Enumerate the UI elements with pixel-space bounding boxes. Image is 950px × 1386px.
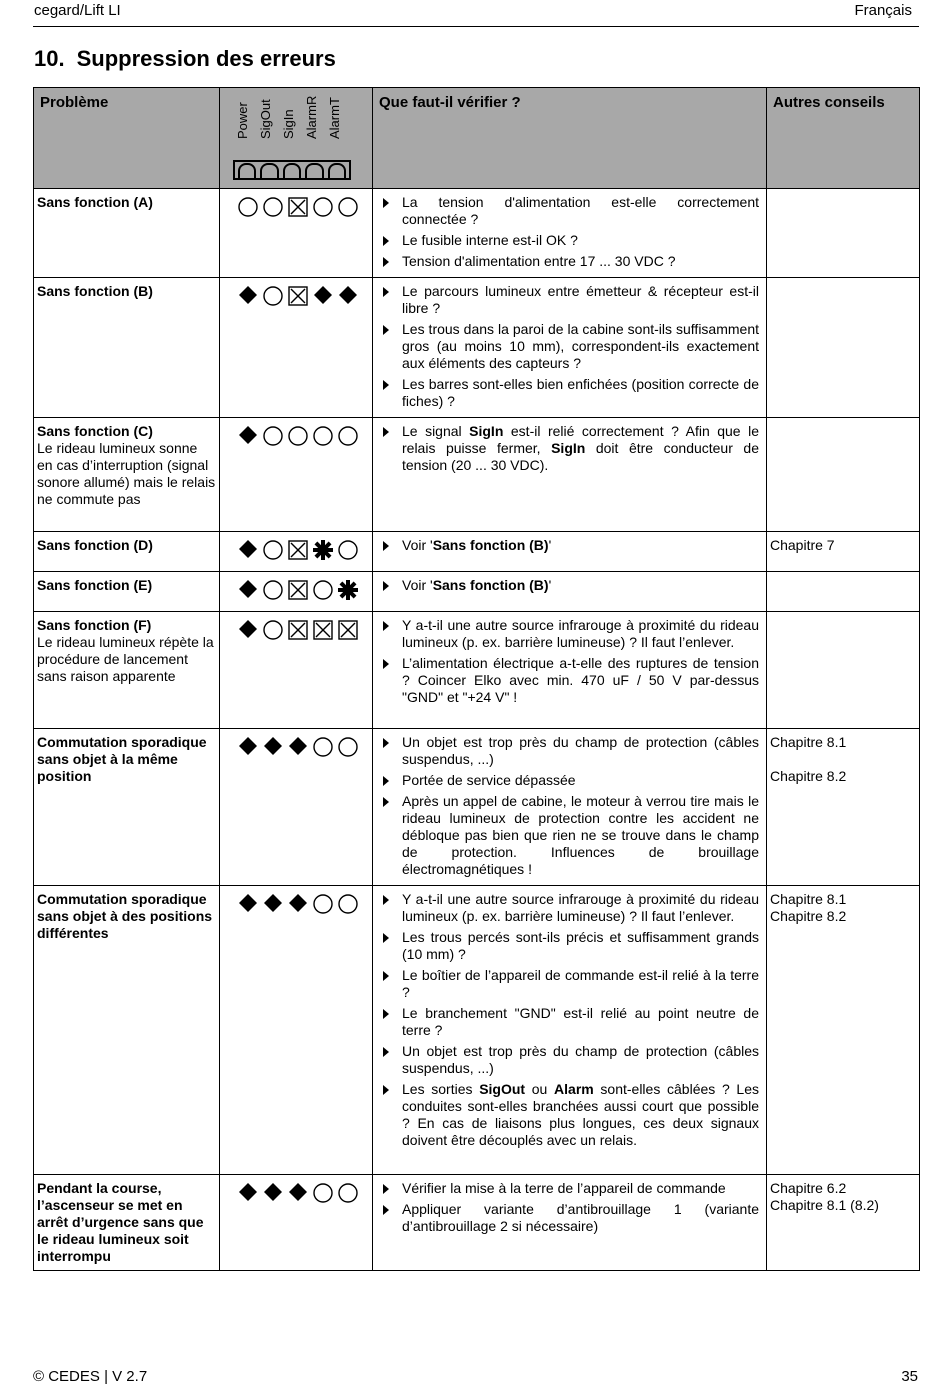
check-list [376, 577, 763, 594]
led-panel-icon [233, 160, 351, 180]
led-off-icon [237, 196, 259, 218]
problem-title: Sans fonction (F) [37, 617, 152, 633]
footer-copyright: © CEDES | V 2.7 [33, 1368, 148, 1385]
check-item: Le branchement "GND" est-il relié au point neutre de terre ? [376, 1005, 759, 1039]
check-item: Les sorties SigOut ou Alarm sont-elles câblées ? Les conduites sont-elles branchées aussi court que possible ? En cas de liaisons plus longues, ces deux signaux doivent être découplés avec un relais. [376, 1081, 759, 1149]
table-row [34, 418, 920, 532]
table-row [34, 189, 920, 278]
check-list [376, 1180, 763, 1235]
problem-title: Sans fonction (C) [37, 423, 153, 439]
header-language: Français [854, 2, 912, 19]
led-state-symbols [223, 577, 369, 601]
table-header-row [34, 88, 920, 189]
led-state-symbols [223, 1180, 369, 1204]
led-on-icon [237, 425, 259, 447]
check-item: Les barres sont-elles bien enfichées (position correcte de fiches) ? [376, 376, 759, 410]
check-cell [373, 278, 767, 418]
led-off-icon [262, 285, 284, 307]
table-row [34, 572, 920, 612]
check-item: Les trous dans la paroi de la cabine sont-ils suffisamment gros (au moins 10 mm), correspondent-ils exactement aux éléments des capteurs ? [376, 321, 759, 372]
led-off-icon [337, 1182, 359, 1204]
led-state-cell [220, 886, 373, 1175]
led-state-cell [220, 278, 373, 418]
tip-reference: Chapitre 8.1 [770, 891, 847, 907]
tip-reference: Chapitre 8.2 [770, 908, 847, 924]
led-on-icon [287, 1182, 309, 1204]
problem-title: Commutation sporadique sans objet à la même position [37, 734, 207, 784]
led-blinking-icon [312, 539, 334, 561]
tips-cell [767, 572, 920, 612]
led-state-symbols [223, 423, 369, 447]
led-on-icon [312, 285, 334, 307]
check-cell [373, 886, 767, 1175]
check-item: Le fusible interne est-il OK ? [376, 232, 759, 249]
problem-cell [34, 886, 220, 1175]
led-state-symbols [223, 891, 369, 915]
led-off-icon [337, 539, 359, 561]
check-item: Voir 'Sans fonction (B)' [376, 577, 759, 594]
problem-title: Sans fonction (A) [37, 194, 153, 210]
led-state-cell [220, 729, 373, 886]
led-on-icon [262, 893, 284, 915]
tips-cell [767, 612, 920, 729]
check-item: Y a-t-il une autre source infrarouge à proximité du rideau lumineux (p. ex. barrière lumineuse) ? Il faut l’enlever. [376, 891, 759, 925]
col-header-tips: Autres conseils [767, 88, 920, 189]
table-row [34, 886, 920, 1175]
tips-cell [767, 532, 920, 572]
check-list [376, 734, 763, 878]
table-row [34, 278, 920, 418]
problem-cell [34, 418, 220, 532]
led-on-icon [237, 285, 259, 307]
check-list [376, 537, 763, 554]
led-label-sigout: SigOut [258, 99, 273, 139]
led-off-icon [312, 893, 334, 915]
led-state-cell [220, 1175, 373, 1271]
led-off-icon [337, 736, 359, 758]
problem-title: Sans fonction (B) [37, 283, 153, 299]
led-on-icon [287, 736, 309, 758]
problem-cell [34, 1175, 220, 1271]
troubleshooting-table [33, 87, 920, 1271]
section-title [34, 46, 336, 72]
check-cell [373, 532, 767, 572]
led-off-icon [312, 196, 334, 218]
tip-reference [770, 751, 916, 768]
page-number: 35 [901, 1368, 918, 1385]
led-any-state-icon [312, 619, 334, 641]
check-cell [373, 1175, 767, 1271]
table-row [34, 612, 920, 729]
check-item: Portée de service dépassée [376, 772, 759, 789]
led-off-icon [312, 425, 334, 447]
led-state-symbols [223, 283, 369, 307]
check-item: Voir 'Sans fonction (B)' [376, 537, 759, 554]
tip-reference: Chapitre 7 [770, 537, 835, 553]
led-off-icon [262, 619, 284, 641]
check-item: Le signal SigIn est-il relié correctement ? Afin que le relais puisse fermer, SigIn doit être conducteur de tension (20 ... 30 VDC). [376, 423, 759, 474]
problem-cell [34, 189, 220, 278]
led-on-icon [237, 893, 259, 915]
problem-cell [34, 572, 220, 612]
led-off-icon [312, 579, 334, 601]
led-off-icon [262, 579, 284, 601]
problem-description: Le rideau lumineux sonne en cas d’interruption (signal sonore allumé) mais le relais ne commute pas [37, 440, 216, 507]
led-state-cell [220, 572, 373, 612]
led-label-alarmr: AlarmR [304, 95, 319, 139]
led-off-icon [287, 425, 309, 447]
tips-cell [767, 729, 920, 886]
tips-cell [767, 278, 920, 418]
led-any-state-icon [287, 196, 309, 218]
check-item: Le boîtier de l’appareil de commande est-il relié à la terre ? [376, 967, 759, 1001]
col-header-problem: Problème [34, 88, 220, 189]
check-list [376, 423, 763, 474]
check-item: Tension d'alimentation entre 17 ... 30 VDC ? [376, 253, 759, 270]
check-cell [373, 572, 767, 612]
problem-cell [34, 278, 220, 418]
problem-title: Sans fonction (D) [37, 537, 153, 553]
check-item: L’alimentation électrique a-t-elle des ruptures de tension ? Coincer Elko avec min. 470 uF / 50 V par-dessus "GND" et "+24 V" ! [376, 655, 759, 706]
check-item: Un objet est trop près du champ de protection (câbles suspendus, ...) [376, 734, 759, 768]
header-product: cegard/Lift LI [34, 2, 121, 19]
led-any-state-icon [287, 579, 309, 601]
led-state-cell [220, 189, 373, 278]
led-any-state-icon [337, 619, 359, 641]
led-on-icon [237, 1182, 259, 1204]
tips-cell [767, 886, 920, 1175]
led-on-icon [237, 619, 259, 641]
tips-cell [767, 418, 920, 532]
header-divider [33, 26, 919, 27]
led-state-symbols [223, 194, 369, 218]
tips-cell [767, 1175, 920, 1271]
led-state-symbols [223, 537, 369, 561]
led-state-symbols [223, 617, 369, 641]
table-row [34, 532, 920, 572]
check-list [376, 891, 763, 1149]
led-any-state-icon [287, 285, 309, 307]
problem-title: Commutation sporadique sans objet à des positions différentes [37, 891, 213, 941]
led-any-state-icon [287, 539, 309, 561]
led-off-icon [262, 539, 284, 561]
led-off-icon [312, 1182, 334, 1204]
led-state-cell [220, 418, 373, 532]
tip-reference: Chapitre 8.1 (8.2) [770, 1197, 879, 1213]
led-off-icon [262, 425, 284, 447]
led-on-icon [262, 1182, 284, 1204]
led-off-icon [262, 196, 284, 218]
led-any-state-icon [287, 619, 309, 641]
led-on-icon [237, 736, 259, 758]
led-on-icon [262, 736, 284, 758]
problem-title: Sans fonction (E) [37, 577, 153, 593]
check-cell [373, 612, 767, 729]
check-cell [373, 729, 767, 886]
check-list [376, 194, 763, 270]
problem-title: Pendant la course, l’ascenseur se met en arrêt d’urgence sans que le rideau lumineux soit interrompu [37, 1180, 204, 1264]
tips-cell [767, 189, 920, 278]
check-item: Appliquer variante d’antibrouillage 1 (variante d’antibrouillage 2 si nécessaire) [376, 1201, 759, 1235]
check-item: Un objet est trop près du champ de protection (câbles suspendus, ...) [376, 1043, 759, 1077]
check-cell [373, 418, 767, 532]
tip-reference: Chapitre 6.2 [770, 1180, 847, 1196]
led-state-cell [220, 532, 373, 572]
tip-reference: Chapitre 8.2 [770, 768, 847, 784]
check-item: La tension d'alimentation est-elle correctement connectée ? [376, 194, 759, 228]
col-header-leds [220, 88, 373, 189]
led-on-icon [237, 539, 259, 561]
led-off-icon [337, 196, 359, 218]
led-state-cell [220, 612, 373, 729]
led-label-sigin: SigIn [281, 109, 296, 139]
led-blinking-icon [337, 579, 359, 601]
tip-reference: Chapitre 8.1 [770, 734, 847, 750]
led-off-icon [337, 425, 359, 447]
problem-cell [34, 729, 220, 886]
check-item: Le parcours lumineux entre émetteur & récepteur est-il libre ? [376, 283, 759, 317]
check-cell [373, 189, 767, 278]
check-item: Vérifier la mise à la terre de l’appareil de commande [376, 1180, 759, 1197]
section-number: 10. [34, 46, 65, 71]
check-item: Après un appel de cabine, le moteur à verrou tire mais le rideau lumineux de protection contre les accident ne débloque pas bien que rien ne se trouve dans le champ de protection. Influences de brouillage électromagnétiques ! [376, 793, 759, 878]
table-row [34, 729, 920, 886]
led-on-icon [337, 285, 359, 307]
check-item: Y a-t-il une autre source infrarouge à proximité du rideau lumineux (p. ex. barrière lumineuse) ? Il faut l’enlever. [376, 617, 759, 651]
col-header-check: Que faut-il vérifier ? [373, 88, 767, 189]
led-label-power: Power [235, 102, 250, 139]
led-on-icon [287, 893, 309, 915]
problem-cell [34, 532, 220, 572]
check-item: Les trous percés sont-ils précis et suffisamment grands (10 mm) ? [376, 929, 759, 963]
problem-cell [34, 612, 220, 729]
check-list [376, 617, 763, 706]
problem-description: Le rideau lumineux répète la procédure de lancement sans raison apparente [37, 634, 214, 684]
led-off-icon [312, 736, 334, 758]
led-on-icon [237, 579, 259, 601]
table-row [34, 1175, 920, 1271]
led-off-icon [337, 893, 359, 915]
led-state-symbols [223, 734, 369, 758]
check-list [376, 283, 763, 410]
led-label-alarmt: AlarmT [327, 97, 342, 139]
section-title-text: Suppression des erreurs [76, 46, 336, 71]
